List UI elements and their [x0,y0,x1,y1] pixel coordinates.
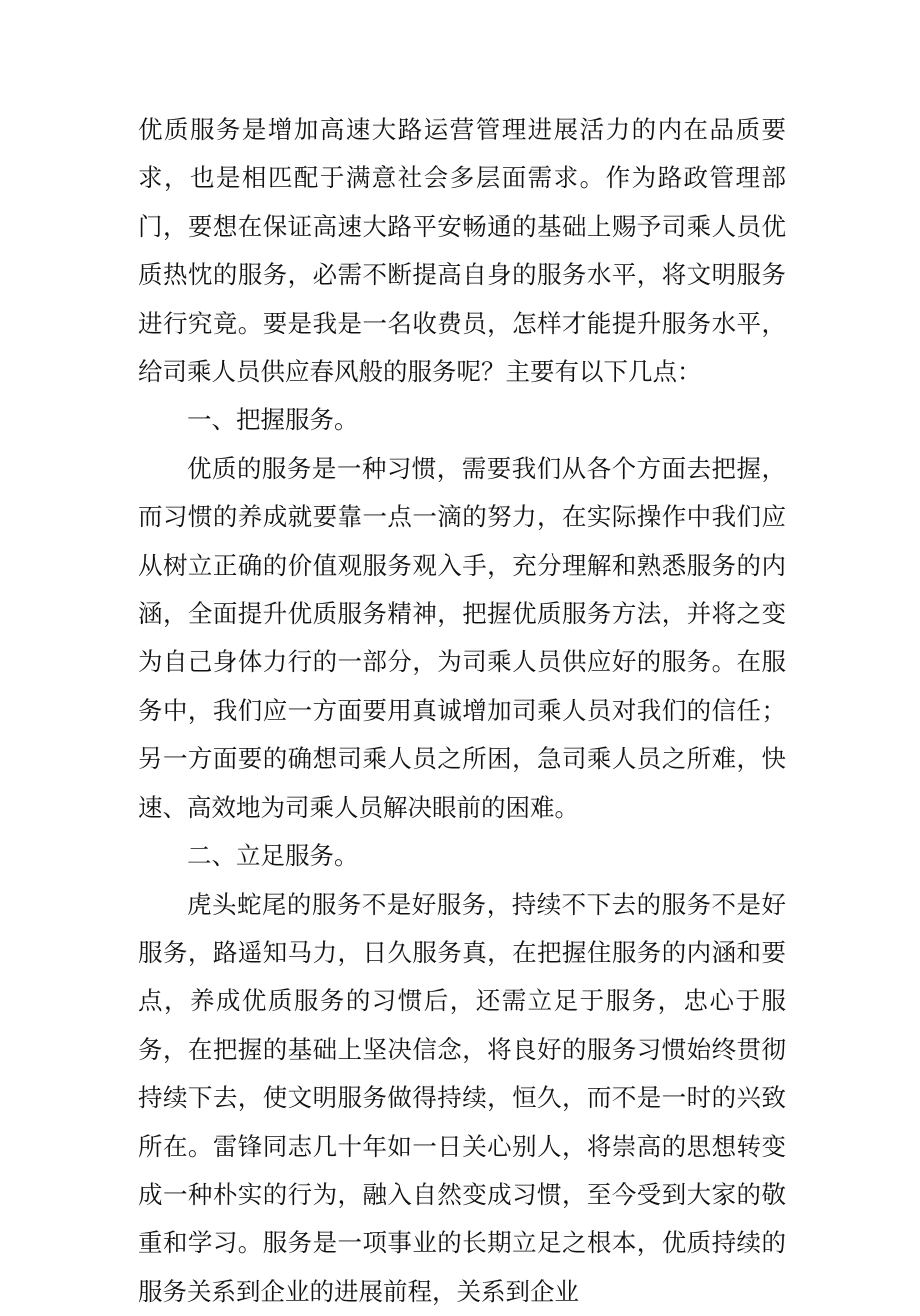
section-heading-1: 一、把握服务。 [138,396,786,444]
paragraph-section-2: 虎头蛇尾的服务不是好服务，持续不下去的服务不是好服务，路遥知马力，日久服务真，在把握住服务的内涵和要点，养成优质服务的习惯后，还需立足于服务，忠心于服务，在把握的基础上坚决信念，将良好的服务习惯始终贯彻持续下去，使文明服务做得持续，恒久，而不是一时的兴致所在。雷锋同志几十年如一日关心别人，将崇高的思想转变成一种朴实的行为，融入自然变成习惯，至今受到大家的敬重和学习。服务是一项事业的长期立足之根本，优质持续的服务关系到企业的进展前程，关系到企业 [138,881,786,1316]
paragraph-section-1: 优质的服务是一种习惯，需要我们从各个方面去把握，而习惯的养成就要靠一点一滴的努力，在实际操作中我们应从树立正确的价值观服务观入手，充分理解和熟悉服务的内涵，全面提升优质服务精神，把握优质服务方法，并将之变为自己身体力行的一部分，为司乘人员供应好的服务。在服务中，我们应一方面要用真诚增加司乘人员对我们的信任；另一方面要的确想司乘人员之所困，急司乘人员之所难，快速、高效地为司乘人员解决眼前的困难。 [138,445,786,832]
paragraph-intro: 优质服务是增加高速大路运营管理进展活力的内在品质要求，也是相匹配于满意社会多层面需求。作为路政管理部门，要想在保证高速大路平安畅通的基础上赐予司乘人员优质热忱的服务，必需不断提高自身的服务水平，将文明服务进行究竟。要是我是一名收费员，怎样才能提升服务水平，给司乘人员供应春风般的服务呢？主要有以下几点： [138,106,786,396]
document-body [138,106,786,1316]
section-heading-2: 二、立足服务。 [138,832,786,880]
